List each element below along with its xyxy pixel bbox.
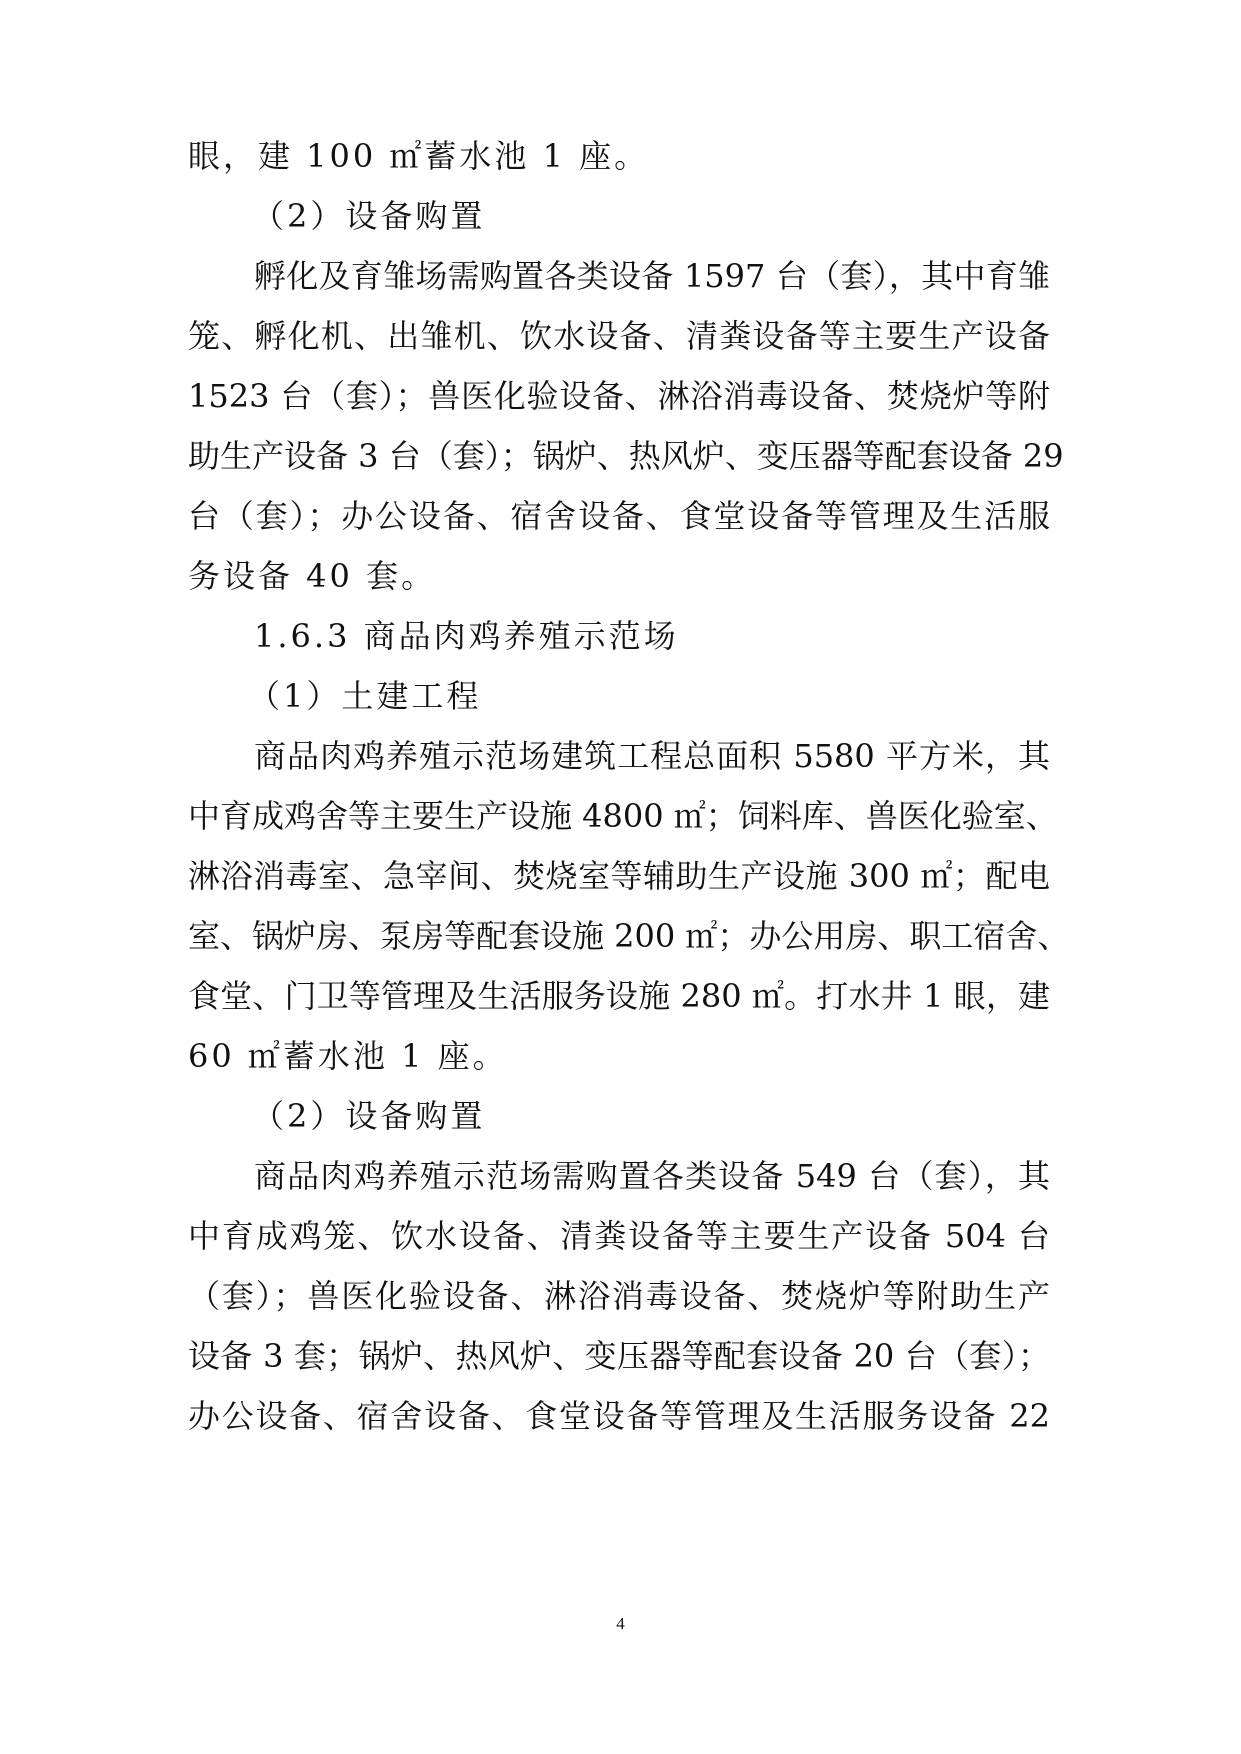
text-line: 60 ㎡蓄水池 1 座。 [188, 1037, 508, 1075]
text-line: 眼，建 100 ㎡蓄水池 1 座。 [188, 137, 650, 175]
text-line: 台（套）；办公设备、宿舍设备、食堂设备等管理及生活服 [188, 497, 1050, 535]
text-line: 淋浴消毒室、急宰间、焚烧室等辅助生产设施 300 ㎡；配电 [188, 857, 1050, 895]
text-line: 食堂、门卫等管理及生活服务设施 280 ㎡。打水井 1 眼，建 [188, 977, 1050, 1015]
text-line: 室、锅炉房、泵房等配套设施 200 ㎡；办公用房、职工宿舍、 [188, 917, 1070, 955]
text-line: 孵化及育雏场需购置各类设备 1597 台（套），其中育雏 [254, 257, 1050, 295]
text-line: 笼、孵化机、出雏机、饮水设备、清粪设备等主要生产设备 [188, 317, 1050, 355]
text-line: 中育成鸡笼、饮水设备、清粪设备等主要生产设备 504 台 [188, 1217, 1050, 1255]
text-line: 商品肉鸡养殖示范场需购置各类设备 549 台（套），其 [254, 1157, 1050, 1195]
text-line: 商品肉鸡养殖示范场建筑工程总面积 5580 平方米，其 [254, 737, 1050, 775]
page-number: 4 [616, 1614, 625, 1633]
section-heading: 1.6.3 商品肉鸡养殖示范场 [254, 617, 679, 655]
text-line: （套）；兽医化验设备、淋浴消毒设备、焚烧炉等附助生产 [188, 1277, 1050, 1315]
subsection-heading: （2）设备购置 [252, 197, 486, 235]
text-line: 1523 台（套）；兽医化验设备、淋浴消毒设备、焚烧炉等附 [188, 377, 1050, 415]
text-line: 助生产设备 3 台（套）；锅炉、热风炉、变压器等配套设备 29 [188, 437, 1064, 475]
subsection-heading: （1）土建工程 [248, 677, 482, 715]
text-line: 办公设备、宿舍设备、食堂设备等管理及生活服务设备 22 [188, 1397, 1050, 1435]
text-line: 务设备 40 套。 [188, 557, 437, 595]
text-line: 设备 3 套；锅炉、热风炉、变压器等配套设备 20 台（套）； [188, 1337, 1050, 1375]
subsection-heading: （2）设备购置 [252, 1097, 486, 1135]
text-line: 中育成鸡舍等主要生产设施 4800 ㎡；饲料库、兽医化验室、 [188, 797, 1058, 835]
